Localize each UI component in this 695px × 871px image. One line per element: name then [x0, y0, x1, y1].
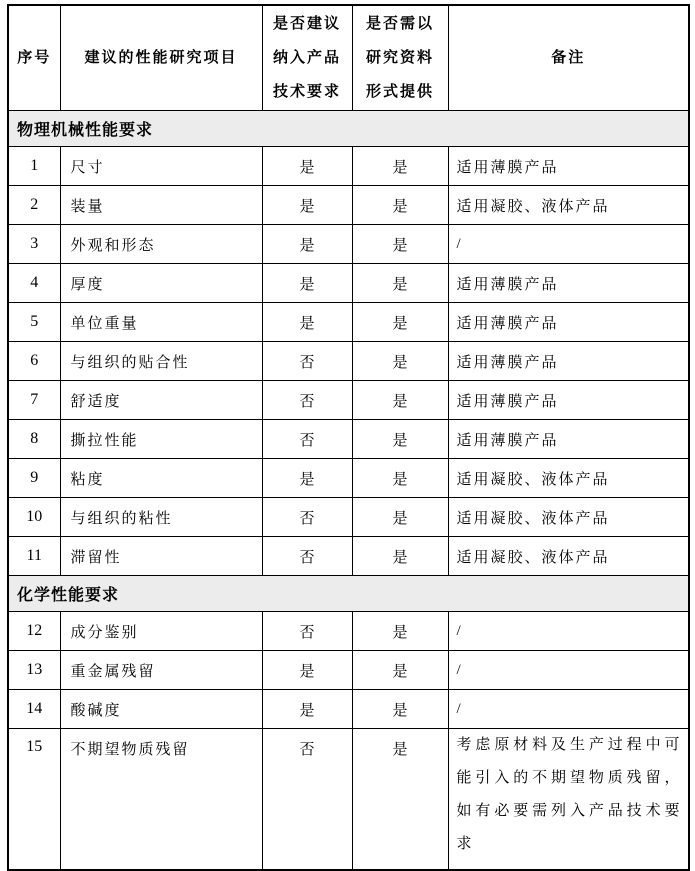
cell-include: 否	[262, 729, 352, 871]
cell-remark: 适用薄膜产品	[448, 381, 689, 420]
cell-remark: 适用薄膜产品	[448, 420, 689, 459]
cell-remark: 适用凝胶、液体产品	[448, 537, 689, 576]
table-row-7	[8, 381, 689, 420]
cell-serial: 11	[8, 537, 60, 576]
cell-provide: 是	[352, 186, 448, 225]
cell-include: 否	[262, 612, 352, 651]
cell-remark: 适用薄膜产品	[448, 147, 689, 186]
cell-provide: 是	[352, 690, 448, 729]
table-row-1	[8, 147, 689, 186]
cell-provide: 是	[352, 729, 448, 871]
table-row-12	[8, 612, 689, 651]
cell-item: 装量	[60, 186, 262, 225]
cell-provide: 是	[352, 420, 448, 459]
cell-item: 与组织的贴合性	[60, 342, 262, 381]
cell-item: 外观和形态	[60, 225, 262, 264]
cell-provide: 是	[352, 381, 448, 420]
cell-remark: 适用薄膜产品	[448, 303, 689, 342]
cell-include: 是	[262, 225, 352, 264]
table-header	[8, 5, 689, 111]
cell-item: 酸碱度	[60, 690, 262, 729]
cell-include: 否	[262, 381, 352, 420]
cell-item: 厚度	[60, 264, 262, 303]
cell-provide: 是	[352, 651, 448, 690]
header-cell-include-in-spec: 是否建议纳入产品技术要求	[262, 5, 352, 111]
table-row-8	[8, 420, 689, 459]
cell-provide: 是	[352, 303, 448, 342]
cell-provide: 是	[352, 498, 448, 537]
header-cell-remark: 备注	[448, 5, 689, 111]
cell-serial: 1	[8, 147, 60, 186]
cell-item: 撕拉性能	[60, 420, 262, 459]
cell-provide: 是	[352, 612, 448, 651]
cell-include: 是	[262, 459, 352, 498]
table-row-13	[8, 651, 689, 690]
header-row	[8, 5, 689, 111]
cell-remark: /	[448, 612, 689, 651]
table-row-3	[8, 225, 689, 264]
cell-item: 重金属残留	[60, 651, 262, 690]
cell-item: 尺寸	[60, 147, 262, 186]
cell-remark: 适用凝胶、液体产品	[448, 459, 689, 498]
cell-include: 是	[262, 690, 352, 729]
cell-include: 是	[262, 651, 352, 690]
cell-remark: 适用凝胶、液体产品	[448, 186, 689, 225]
table-row-10	[8, 498, 689, 537]
section-row-chemical	[8, 576, 689, 612]
cell-serial: 2	[8, 186, 60, 225]
cell-include: 否	[262, 537, 352, 576]
cell-include: 是	[262, 147, 352, 186]
cell-remark: 适用薄膜产品	[448, 264, 689, 303]
cell-item: 与组织的粘性	[60, 498, 262, 537]
table-row-15	[8, 729, 689, 871]
cell-serial: 3	[8, 225, 60, 264]
cell-serial: 13	[8, 651, 60, 690]
cell-include: 否	[262, 342, 352, 381]
cell-remark: /	[448, 225, 689, 264]
cell-serial: 14	[8, 690, 60, 729]
cell-serial: 12	[8, 612, 60, 651]
cell-serial: 9	[8, 459, 60, 498]
table-body	[8, 111, 689, 871]
cell-item: 滞留性	[60, 537, 262, 576]
header-cell-item: 建议的性能研究项目	[60, 5, 262, 111]
cell-serial: 4	[8, 264, 60, 303]
table-row-6	[8, 342, 689, 381]
header-cell-provide-as-data: 是否需以研究资料形式提供	[352, 5, 448, 111]
table-row-14	[8, 690, 689, 729]
cell-include: 是	[262, 264, 352, 303]
cell-provide: 是	[352, 459, 448, 498]
cell-serial: 10	[8, 498, 60, 537]
table-row-5	[8, 303, 689, 342]
cell-remark: 适用薄膜产品	[448, 342, 689, 381]
section-title-chemical: 化学性能要求	[8, 576, 689, 612]
header-cell-serial: 序号	[8, 5, 60, 111]
cell-item: 舒适度	[60, 381, 262, 420]
cell-include: 否	[262, 498, 352, 537]
cell-provide: 是	[352, 225, 448, 264]
cell-provide: 是	[352, 342, 448, 381]
cell-provide: 是	[352, 147, 448, 186]
cell-remark: /	[448, 651, 689, 690]
cell-serial: 7	[8, 381, 60, 420]
cell-provide: 是	[352, 537, 448, 576]
cell-remark: /	[448, 690, 689, 729]
table-row-9	[8, 459, 689, 498]
cell-item: 不期望物质残留	[60, 729, 262, 871]
cell-include: 是	[262, 303, 352, 342]
section-row-physical	[8, 111, 689, 147]
cell-item: 单位重量	[60, 303, 262, 342]
table-row-11	[8, 537, 689, 576]
cell-serial: 15	[8, 729, 60, 871]
cell-remark: 适用凝胶、液体产品	[448, 498, 689, 537]
cell-item: 成分鉴别	[60, 612, 262, 651]
cell-serial: 8	[8, 420, 60, 459]
cell-include: 是	[262, 186, 352, 225]
cell-serial: 6	[8, 342, 60, 381]
cell-serial: 5	[8, 303, 60, 342]
cell-include: 否	[262, 420, 352, 459]
section-title-physical: 物理机械性能要求	[8, 111, 689, 147]
cell-provide: 是	[352, 264, 448, 303]
cell-item: 粘度	[60, 459, 262, 498]
cell-remark: 考虑原材料及生产过程中可能引入的不期望物质残留，如有必要需列入产品技术要求	[448, 729, 689, 871]
performance-requirements-table	[7, 4, 690, 871]
table-row-2	[8, 186, 689, 225]
table-row-4	[8, 264, 689, 303]
